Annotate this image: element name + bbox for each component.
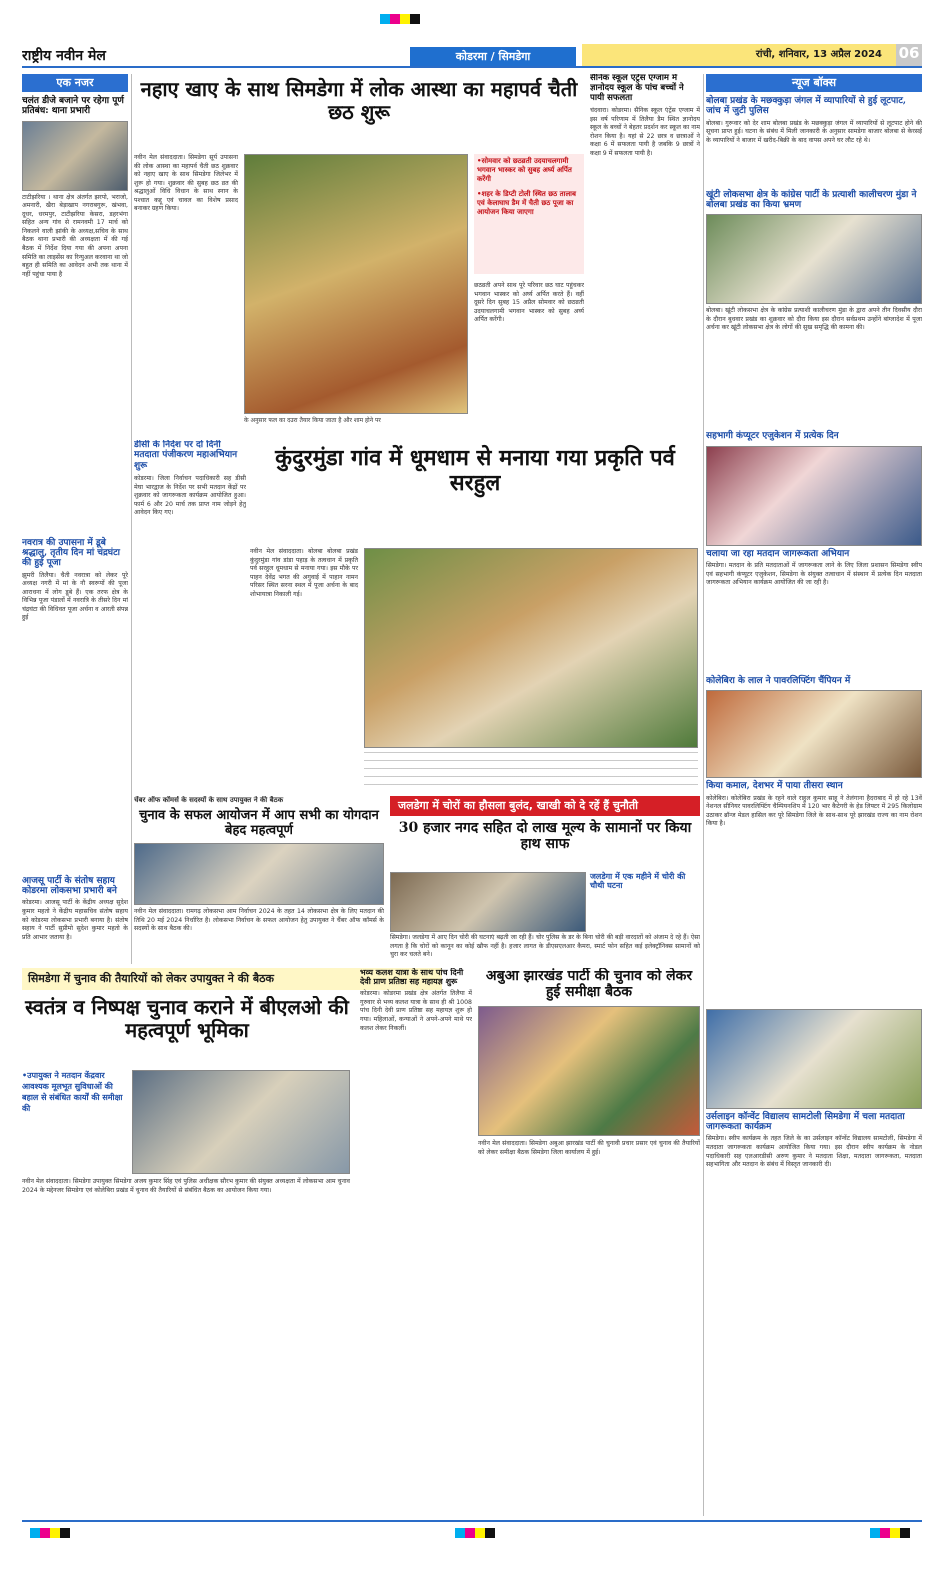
theft-text: सिमडेगा। जलडेगा में आए दिन चोरी की घटनाएं बढ़ती जा रही हैं। चोर पुलिस के डर के बिना चोरी की बड़ी वारदातों को अंजाम दे रहे हैं। ऐसा लगता है कि चोरों को कानून का कोई खौफ नहीं है। हजार लागत के डीएसएलआर कैमरा, स्मार्ट फोन सहित कई इलेक्ट्रॉनिक्स सामानों को चुरा कर चलते बने।	[390, 934, 700, 959]
chhath-bullet-2: •शहर के डिप्टी टोली स्थित छठ तालाब एवं केलाघाघ डैम में चैती छठ पूजा का आयोजन किया जाएगा	[477, 190, 576, 216]
registration-marks-bottom-center	[455, 1528, 495, 1538]
story-ajsu-text: कोडरमा। आजसू पार्टी के केंद्रीय अध्यक्ष सुदेश कुमार महतो ने केंद्रीय महासचिव संतोष सहाय को कोडरमा लोकसभा प्रभारी बनाया है। संतोष सहाय ने पार्टी सुप्रीमो सुदेश कुमार महतो के प्रति आभार जताया है।	[22, 899, 128, 941]
abua-photo	[478, 1006, 700, 1136]
chhath-bullet-1: •सोमवार को छठव्रती उदयाचलगामी भगवान भास्कर को सुबह अर्घ्य अर्पित करेंगी	[477, 157, 572, 183]
sarhul-text: नवीन मेल संवाददाता। बोलबा बोलबा प्रखंड कुंदुरमुंडा गांव डांडा पहाड़ के तत्वधान में प्रकृति पर्व सरहुल धूमधाम से मनाया गया। इस मौके पर पाहन देवेंद्र भगत की अगुवाई में पाहान नामन परिसर स्थित सरना स्थल में पूजा अर्चना के बाद शोभायात्रा निकाली गई।	[250, 548, 358, 598]
sarhul-headline: कुंदुरमुंडा गांव में धूमधाम से मनाया गया प्रकृति पर्व सरहुल	[275, 445, 675, 497]
congress-photo	[706, 214, 922, 304]
kalash-headline: भव्य कलश यात्रा के साथ पांच दिनी देवी प्राण प्रतिष्ठा सह महायज्ञ शुरू	[360, 968, 464, 987]
powerlifting-caption: किया कमाल, देशभर में पाया तीसरा स्थान	[706, 781, 843, 792]
theft-banner: जलडेगा में चोरों का हौसला बुलंद, खाखी को दे रहें हैं चुनौती	[390, 796, 700, 816]
simdega-meeting-strip: सिमडेगा में चुनाव की तैयारियों को लेकर उपायुक्त ने की बैठक	[22, 968, 442, 990]
fair-election-photo	[132, 1070, 350, 1174]
sarhul-story	[250, 440, 700, 790]
powerlifting-text: कोलेबिरा। कोलेबिरा प्रखंड के रहने वाले राहुल कुमार साहू ने तेलंगाना हैदराबाद में हो रहे 13वें नेशनल सीनियर पावरलिफ्टिंग चैम्पियनशिप में 120 भार कैटेगरी के हेड लिफ्टर में 295 किलोग्राम उठाकर ब्रॉन्ज मेडल हासिल कर पूरे सिमडेगा जिले के साथ-साथ पूरे झारखंड राज्य का नाम रोशन किया है।	[706, 794, 922, 828]
right-column	[706, 74, 922, 1516]
powerlifting-headline: कोलेबिरा के लाल ने पावरलिफ्टिंग चैंपियन में	[706, 676, 851, 687]
story-navratri-headline: नवरात्र की उपासना में डूबे श्रद्धालु, तृतीय दिन मां चंद्रघंटा की हुई पूजा	[22, 537, 120, 569]
school-text: चंदवारा। कोडरमा। सैनिक स्कूल एंट्रेंस एग्जाम में इस वर्ष परिणाम में तिलैया डैम स्थित ज्ञानोदय स्कूल के बच्चों ने बेहतर प्रदर्शन कर स्कूल का नाम रोशन किया है। यहां से 22 छात्र व छात्राओं ने कक्षा 6 में सफलता पायी है जबकि 9 छात्रों ने कक्षा 9 में सफलता पायी है।	[590, 107, 700, 158]
dc-headline: डीसी के निर्देश पर दो दिनी मतदाता पंजीकरण महाअभियान शुरू	[134, 440, 238, 471]
registration-marks-bottom-left	[30, 1528, 70, 1538]
column-rule	[703, 74, 704, 1516]
ursuline-photo	[706, 1009, 922, 1109]
fair-election-story	[22, 996, 352, 1516]
story-dj-ban-headline: चलंत डीजे बजाने पर रहेगा पूर्ण प्रतिबंध: थाना प्रभारी	[22, 96, 124, 117]
story-dj-ban-text: टाटीझरिया । थाना क्षेत्र अंतर्गत झरपो, भराजो, अमनारी, खैरा बेड़ाखाप नगराबगुरू, खंभवा, दूधर, धरमपुर, टाटीझरिया केसरा, डहरभंगा सहित अन्य गांव से रामनवमी 17 मार्च को निकलने वाली झांकी के अध्यक्ष,सचिव के साथ बैठक थाना प्रभारी की अध्यक्षता में की गई बैठक में निर्देश दिया गया की अपना अपना समिति का लाइसेंस का रिन्युअल करवाना था जो बहुत ही समिति का आवेदन अभी तक थाना में नहीं पहुंचा पाया है	[22, 193, 128, 278]
dateline: रांची, शनिवार, 13 अप्रैल 2024	[582, 44, 912, 66]
chunav-text: नवीन मेल संवाददाता। रामगढ़ लोकसभा आम निर्वाचन 2024 के तहत 14 लोकसभा क्षेत्र के लिए मतदान की तिथि 20 मई 2024 निर्धारित है। लोकसभा निर्वाचन के सफल आयोजन हेतु उपायुक्त ने चैंबर ऑफ कॉमर्स के सदस्यों के साथ बैठक की।	[134, 908, 384, 933]
abua-headline: अबुआ झारखंड पार्टी की चुनाव को लेकर हुई समीक्षा बैठक	[485, 968, 693, 1001]
chhath-text-2: छठव्रती अपने साथ पूरे परिवार छठ घाट पहुंचकर भगवान भास्कर को अर्घ्य अर्पित करते हैं। वहीं दूसरे दिन सुबह 15 अप्रैल सोमवार को छठव्रती उदयाचलगामी भगवान भास्कर को सुबह अर्घ्य अर्पित करेंगी।	[474, 282, 584, 324]
abua-story	[478, 968, 700, 1516]
congress-text: बोलबा। खूंटी लोकसभा क्षेत्र के कांग्रेस प्रत्याशी कालीचरण मुंडा के द्वारा अपने तीन दिवसीय दौरा के दौरान बुधवार प्रखंड का शुक्रवार को दौरा किया इस दौरान सर्वप्रथम उन्होंने बांग्लादेश में पूजा अर्चना कर खूंटी लोकसभा क्षेत्र के लोगों की सुख समृद्धि की कामना की।	[706, 307, 922, 332]
registration-marks-bottom-right	[870, 1528, 910, 1538]
page-number: 06	[896, 44, 922, 66]
loot-text: बोलबा। गुरूवार को देर शाम बोलबा प्रखंड के मछक्कुड़ा जंगल में व्यापारियों से लूटपाट होने की सूचना प्राप्त हुई। घटना के संबंध में मिली जानकारी के अनुसार सामडेगा बाजार बोलबा से केरसई के व्यापारियों ने बाजार में खरीद-बिक्री के बाद वापस अपने घर लौट रहे थे।	[706, 119, 922, 144]
chunav-headline: चुनाव के सफल आयोजन में आप सभी का योगदान बेहद महत्वपूर्ण	[139, 808, 379, 839]
computer-edu-caption: चलाया जा रहा मतदान जागरूकता अभियान	[706, 548, 850, 559]
story-ajsu-headline: आजसू पार्टी के संतोष सहाय कोडरमा लोकसभा प्रभारी बने	[22, 875, 117, 897]
dc-story	[134, 440, 246, 790]
theft-headline: 30 हजार नगद सहित दो लाख मूल्य के सामानों पर किया हाथ साफ	[398, 820, 692, 853]
congress-headline: खूंटी लोकसभा क्षेत्र के कांग्रेस पार्टी के प्रत्याशी कालीचरण मुंडा ने बोलबा प्रखंड का किया भ्रमण	[706, 189, 917, 211]
story-navratri-text: झुमरी तिलैया। चैती नवरात्रा को लेकर पूरे अध्यक्ष नगरी में मां के नौ स्वरूपों की पूजा आराधना में लोग डूबे हैं। एक तरफ क्षेत्र के विभिन्न पूजा पंडालों में नवरात्रि के तीसरे दिन मां चंद्रघंटा की विधिवत पूजा अर्चना व आरती संपन्न हुई	[22, 571, 128, 622]
school-story	[590, 74, 700, 434]
chhath-photo-caption: के अनुसार फल का दउरा तैयार किया जाता है और शाम होने पर	[244, 417, 381, 424]
newspaper-logo: राष्ट्रीय नवीन मेल	[22, 48, 106, 64]
masthead	[22, 44, 922, 68]
computer-edu-photo	[706, 446, 922, 546]
theft-story	[390, 796, 700, 964]
chhath-text: नवीन मेल संवाददाता। सिमडेगा सूर्य उपासना की लोक आस्था का महापर्व चैती छठ शुक्रवार को नहाए खाए के साथ सिमडेगा जिलेभर में शुरू हो गया। शुक्रवार की सुबह छठ व्रत की श्रद्धालुओं विधि विधान के साथ स्नान के पश्चात कद्दू एवं चावल का विशेष प्रसाद बनाकर ग्रहण किया।	[134, 154, 238, 213]
chhath-photo	[244, 154, 468, 414]
ursuline-headline: उर्सलाइन कॉन्वेंट विद्यालय सामटोली सिमडेगा में चला मतदाता जागरूकता कार्यक्रम	[706, 1111, 905, 1133]
school-headline: सैनिक स्कूल एंट्रेंस एग्जाम में ज्ञानोदय स्कूल के पांच बच्चों ने पायी सफलता	[590, 74, 684, 103]
computer-edu-headline: सहभागी कंप्यूटर एजुकेशन में प्रत्येक दिन	[706, 431, 839, 442]
ursuline-text: सिमडेगा। स्वीप कार्यक्रम के तहत जिले के का उर्सलाइन कॉन्वेंट विद्यालय सामटोली, सिमडेगा में मतदाता जागरूकता कार्यक्रम आयोजित किया गया। इस दौरान स्वीप कार्यक्रम के नोडल पदाधिकारी सह एलआरडीसी अरुण कुमार ने मतदाता शिक्षा, मतदाता जागरूकता, मतदाता सहभागिता और मतदान के संबंध में विस्तृत जानकारी दी।	[706, 1135, 922, 1169]
news-box-title: न्यूज बॉक्स	[706, 74, 922, 92]
loot-headline: बोलबा प्रखंड के मछक्कुड़ा जंगल में व्यापारियों से हुई लूटपाट, जांच में जुटी पुलिस	[706, 96, 907, 117]
fair-election-headline: स्वतंत्र व निष्पक्ष चुनाव कराने में बीएलओ की महत्वपूर्ण भूमिका	[25, 996, 349, 1042]
registration-marks-top	[380, 14, 420, 24]
ek-nazar-box-title: एक नजर	[22, 74, 128, 92]
fair-election-text: नवीन मेल संवाददाता। सिमडेगा उपायुक्त सिमडेगा अजय कुमार सिंह एवं पुलिस अधीक्षक सौरभ कुमार की संयुक्त अध्यक्षता में लोकसभा आम चुनाव 2024 के मद्देनजर सिमडेगा एवं कोलेबिरा प्रखंड में चुनाव की तैयारियों से संबंधित बैठक का आयोजन किया गया।	[22, 1178, 350, 1194]
chhath-story	[134, 74, 584, 434]
section-tag: कोडरमा / सिमडेगा	[410, 47, 576, 66]
computer-edu-text: सिमडेगा। मतदान के प्रति मतदाताओं में जागरूकता लाने के लिए जिला प्रशासन सिमडेगा स्वीप एवं सहभागी कंप्यूटर एजुकेशन, सिमडेगा के संयुक्त तत्वाधान में संस्थान में प्रत्येक दिन मतदाता जागरूकता अभियान कार्यक्रम आयोजित की जा रही है।	[706, 562, 922, 587]
abua-text: नवीन मेल संवाददाता। सिमडेगा अबुआ झारखंड पार्टी की चुनावी प्रचार प्रसार एवं चुनाव की तैयारियों को लेकर समीक्षा बैठक सिमडेगा जिला कार्यालय में हुई।	[478, 1140, 700, 1156]
kalash-story	[360, 968, 472, 1516]
chhath-highlights	[474, 154, 584, 274]
sarhul-photo	[364, 548, 698, 748]
theft-photo	[390, 872, 586, 932]
chamber-photo	[134, 843, 384, 905]
theft-subhead: जलडेगा में एक महीने में चोरी की चौथी घटना	[590, 871, 686, 891]
chamber-story	[134, 796, 384, 964]
powerlifting-photo	[706, 690, 922, 778]
column-rule	[131, 74, 132, 964]
meeting-photo	[22, 121, 128, 191]
chamber-caption: चेंबर ऑफ कॉमर्स के सदस्यों के साथ उपायुक्त ने की बैठक	[134, 796, 284, 804]
dc-text: कोडरमा। जिला निर्वाचन पदाधिकारी सह डीसी मेघा भारद्वाज के निर्देश पर सभी मतदान केंद्रों पर शुक्रवार को जागरूकता कार्यक्रम आयोजित हुआ। फार्म 6 और 20 मार्च तक प्राप्त नाम जोड़ने हेतु आवेदन किए गए।	[134, 475, 246, 517]
kalash-text: कोडरमा। कोडरमा प्रखंड क्षेत्र अंतर्गत तिलैया में गुरुवार से भव्य कलश यात्रा के साथ ही श्री 1008 पांच दिनी देवी प्राण प्रतिष्ठा सह महायज्ञ शुरू हो गया। महिलाओं, कन्याओं ने अपने-अपने माथे पर कलश लेकर निकलीं।	[360, 990, 472, 1032]
chhath-headline: नहाए खाए के साथ सिमडेगा में लोक आस्था का महापर्व चैती छठ शुरू	[140, 77, 578, 124]
fair-election-bullet: •उपायुक्त ने मतदान केंद्रवार आवश्यक मूलभूत सुविधाओं की बहाल से संबंधित कार्यों की समीक्षा की	[22, 1071, 123, 1113]
